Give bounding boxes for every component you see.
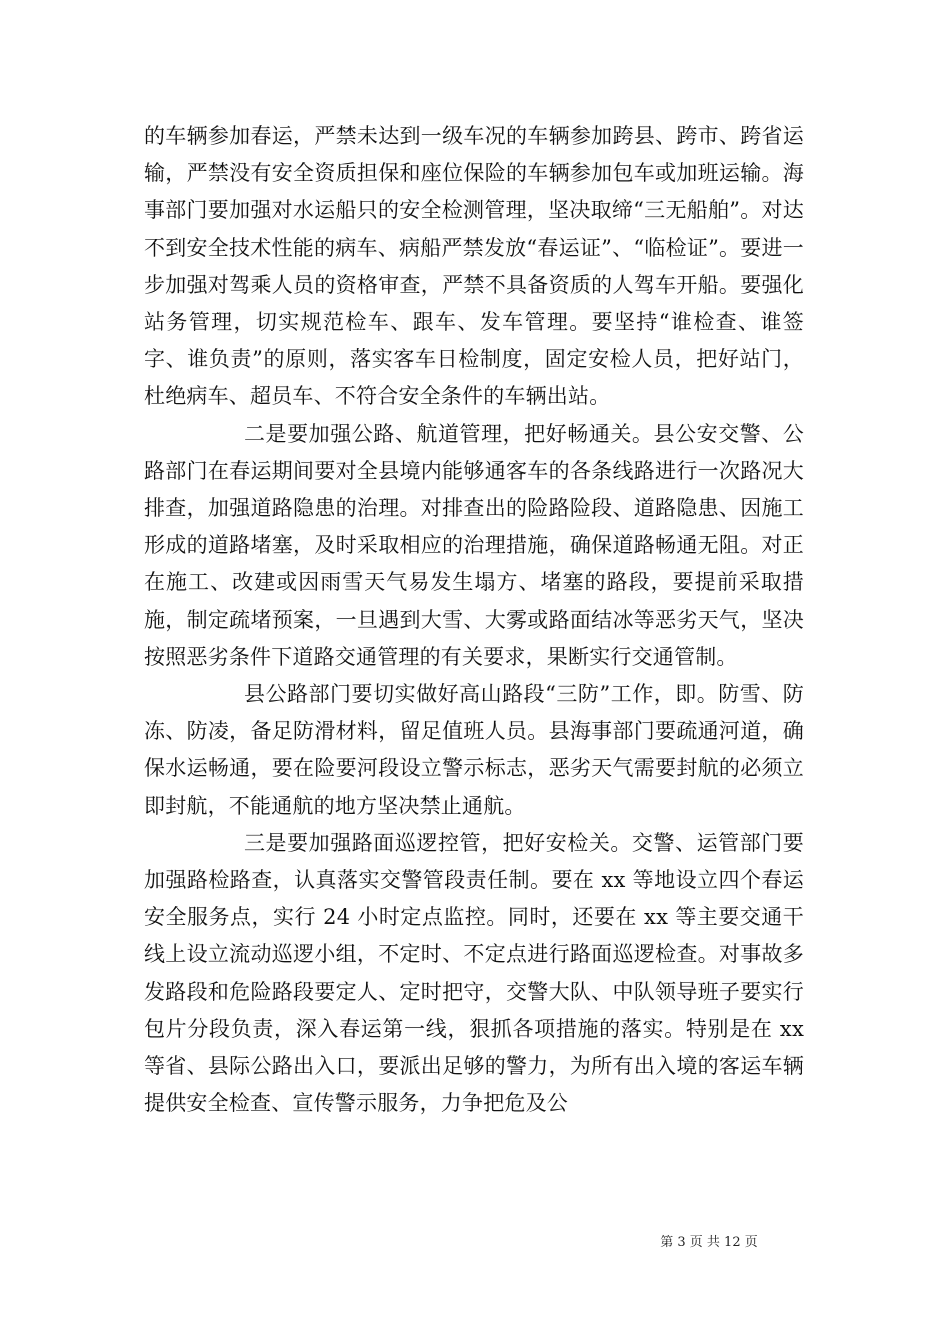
paragraph-1: 的车辆参加春运，严禁未达到一级车况的车辆参加跨县、跨市、跨省运输，严禁没有安全资质担保和座位保险的车辆参加包车或加班运输。海事部门要加强对水运船只的安全检测管理，坚决取缔“三无船舶”。对达不到安全技术性能的病车、病船严禁发放“春运证”、“临检证”。要进一步加强对驾乘人员的资格审查，严禁不具备资质的人驾车开船。要强化站务管理，切实规范检车、跟车、发车管理。要坚持“谁检查、谁签字、谁负责”的原则，落实客车日检制度，固定安检人员，把好站门，杜绝病车、超员车、不符合安全条件的车辆出站。 bbox=[144, 124, 804, 409]
page-footer bbox=[0, 1231, 950, 1250]
paragraph-3: 县公路部门要切实做好高山路段“三防”工作，即。防雪、防冻、防凌，备足防滑材料，留足值班人员。县海事部门要疏通河道，确保水运畅通，要在险要河段设立警示标志，恶劣天气需要封航的必须立即封航，不能通航的地方坚决禁止通航。 bbox=[144, 682, 804, 818]
document-body bbox=[144, 118, 804, 1122]
paragraph-2: 二是要加强公路、航道管理，把好畅通关。县公安交警、公路部门在春运期间要对全县境内能够通客车的各条线路进行一次路况大排查，加强道路隐患的治理。对排查出的险路险段、道路隐患、因施工形成的道路堵塞，及时采取相应的治理措施，确保道路畅通无阻。对正在施工、改建或因雨雪天气易发生塌方、堵塞的路段，要提前采取措施，制定疏堵预案，一旦遇到大雪、大雾或路面结冰等恶劣天气，坚决按照恶劣条件下道路交通管理的有关要求，果断实行交通管制。 bbox=[144, 421, 804, 669]
page-number-label: 第 3 页 共 12 页 bbox=[660, 1235, 758, 1250]
paragraph-4: 三是要加强路面巡逻控管，把好安检关。交警、运管部门要加强路检路查，认真落实交警管段责任制。要在 xx 等地设立四个春运安全服务点，实行 24 小时定点监控。同时，还要在 xx 等主要交通干线上设立流动巡逻小组，不定时、不定点进行路面巡逻检查。对事故多发路段和危险路段要定人、定时把守，交警大队、中队领导班子要实行包片分段负责，深入春运第一线，狠抓各项措施的落实。特别是在 xx 等省、县际公路出入口，要派出足够的警力，为所有出入境的客运车辆提供安全检查、宣传警示服务，力争把危及公 bbox=[144, 830, 804, 1116]
